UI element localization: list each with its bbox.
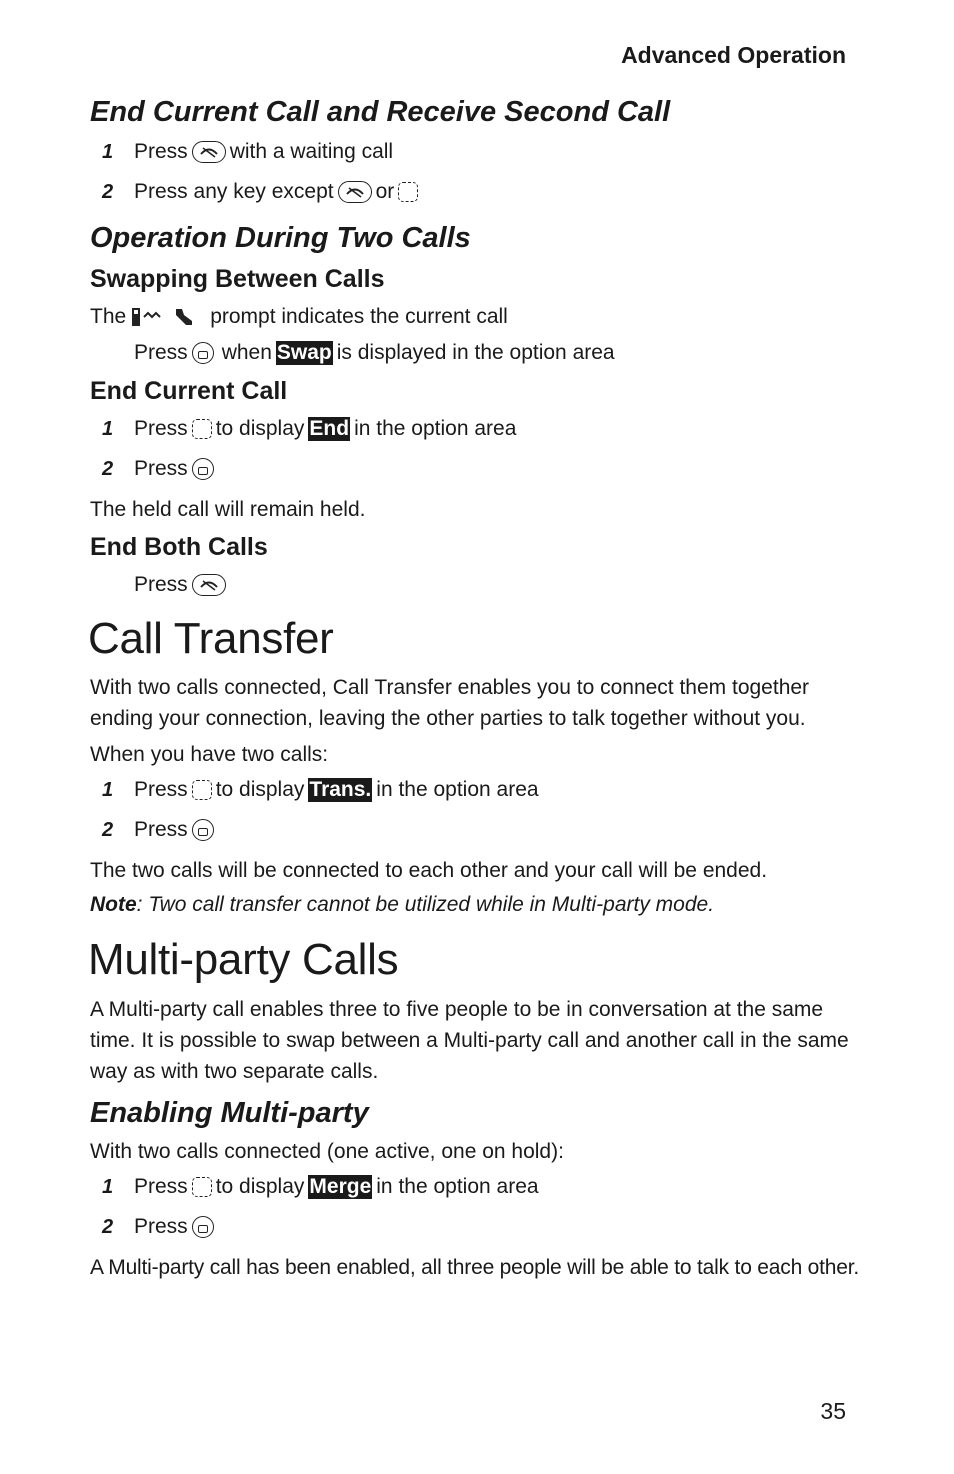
step-1-transfer [90, 778, 539, 802]
end-key-icon [338, 181, 372, 203]
line-text-pre: Press [134, 573, 188, 596]
step-text-pre: Press [134, 140, 188, 163]
step-2-end-current [90, 457, 218, 481]
step-number: 2 [102, 1215, 114, 1238]
step-text-pre: Press [134, 1175, 188, 1198]
transfer-intro: With two calls connected, Call Transfer enables you to connect them together ending your connection, leaving the other parties to talk together without you. [90, 676, 810, 730]
swap-softkey-label: Swap [276, 341, 332, 364]
page-number: 35 [820, 1398, 846, 1424]
end-key-icon [192, 574, 226, 596]
trans-softkey-label: Trans. [309, 778, 372, 801]
call-status-icon [130, 305, 206, 329]
line-text-pre: The [90, 305, 127, 328]
select-key-icon [192, 458, 214, 480]
step-text-post: with a waiting call [229, 140, 394, 163]
multiparty-intro: A Multi-party call enables three to five people to be in conversation at the same time. It is possible to swap between a Multi-party call and another call in the same way as with two separate calls. [90, 998, 849, 1083]
step-1-end-current [90, 417, 516, 441]
step-text-post: in the option area [376, 778, 539, 801]
step-text-pre: Press [134, 457, 188, 480]
line-text-post: prompt indicates the current call [210, 305, 508, 328]
nav-key-icon [398, 182, 418, 202]
merge-result: A Multi-party call has been enabled, all three people will be able to talk to each other. [90, 1256, 860, 1279]
section-title-end-receive: End Current Call and Receive Second Call [90, 96, 671, 128]
nav-key-icon [192, 1177, 212, 1197]
swap-prompt-line [90, 305, 508, 329]
line-text-mid: when [221, 341, 272, 364]
swap-instruction-line [134, 341, 615, 365]
step-2-transfer [90, 818, 218, 842]
step-text-mid: to display [215, 1175, 305, 1198]
select-key-icon [192, 819, 214, 841]
step-number: 2 [102, 818, 114, 841]
step-text-pre: Press [134, 417, 188, 440]
step-text-post: in the option area [354, 417, 517, 440]
step-2-end-receive [90, 180, 422, 204]
note-text: : Two call transfer cannot be utilized while in Multi-party mode. [136, 893, 715, 916]
end-softkey-label: End [309, 417, 350, 440]
subsection-title-swapping: Swapping Between Calls [90, 265, 385, 293]
subsection-title-end-current: End Current Call [90, 377, 288, 405]
transfer-when: When you have two calls: [90, 743, 329, 766]
nav-key-icon [192, 780, 212, 800]
step-text-pre: Press [134, 818, 188, 841]
running-header: Advanced Operation [621, 42, 846, 68]
enabling-intro: With two calls connected (one active, one on hold): [90, 1140, 564, 1163]
end-current-result: The held call will remain held. [90, 498, 366, 521]
section-heading-multiparty: Multi-party Calls [88, 935, 399, 984]
line-text-pre: Press [134, 341, 188, 364]
nav-key-icon [192, 419, 212, 439]
step-1-end-receive [90, 140, 393, 164]
transfer-result: The two calls will be connected to each other and your call will be ended. [90, 859, 768, 882]
step-number: 1 [102, 778, 114, 801]
section-title-two-calls: Operation During Two Calls [90, 222, 471, 254]
step-1-merge [90, 1175, 539, 1199]
step-text-pre: Press [134, 778, 188, 801]
section-title-enabling-multiparty: Enabling Multi-party [90, 1097, 369, 1129]
step-2-merge [90, 1215, 218, 1239]
transfer-note [90, 893, 714, 917]
subsection-title-end-both: End Both Calls [90, 533, 268, 561]
merge-softkey-label: Merge [309, 1175, 372, 1198]
step-text-pre: Press any key except [134, 180, 334, 203]
step-text-mid: or [375, 180, 395, 203]
step-text-mid: to display [215, 778, 305, 801]
line-text-post: is displayed in the option area [336, 341, 615, 364]
step-number: 1 [102, 417, 114, 440]
end-key-icon [192, 141, 226, 163]
step-text-post: in the option area [376, 1175, 539, 1198]
note-label: Note [90, 893, 137, 916]
step-text-mid: to display [215, 417, 305, 440]
step-number: 2 [102, 180, 114, 203]
step-number: 2 [102, 457, 114, 480]
step-text-pre: Press [134, 1215, 188, 1238]
step-number: 1 [102, 140, 114, 163]
end-both-instruction [134, 573, 230, 597]
select-key-icon [192, 1216, 214, 1238]
section-heading-call-transfer: Call Transfer [88, 614, 334, 663]
select-key-icon [192, 342, 214, 364]
step-number: 1 [102, 1175, 114, 1198]
